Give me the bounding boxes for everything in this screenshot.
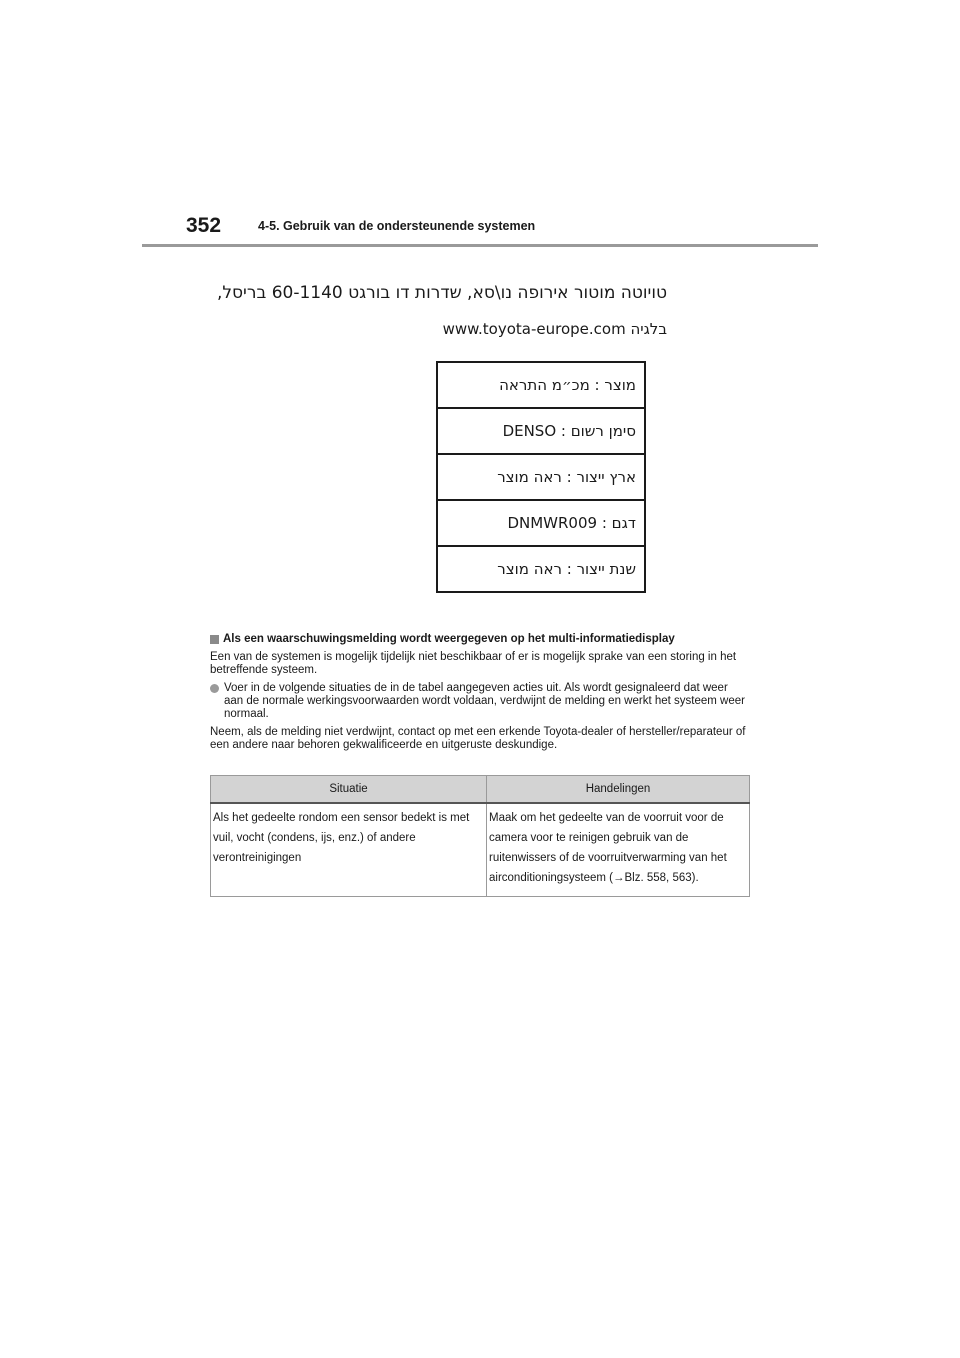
product-label-table xyxy=(436,361,646,593)
label-row-trademark: סימן רשום : DENSO xyxy=(438,407,644,453)
body-content xyxy=(210,633,750,757)
table-header-row xyxy=(211,776,750,804)
warning-subheading xyxy=(210,633,750,646)
intro-paragraph: Een van de systemen is mogelijk tijdelijk niet beschikbaar of er is mogelijk sprake van een storing in het betreffende systeem. xyxy=(210,651,737,676)
section-title: 4-5. Gebruik van de ondersteunende systemen xyxy=(258,219,536,233)
label-row-model: דגם : DNMWR009 xyxy=(438,499,644,545)
label-website-line: בלגיה www.toyota-europe.com xyxy=(442,320,667,338)
label-row-country: ארץ ייצור : ראה מוצר xyxy=(438,453,644,499)
header-situation: Situatie xyxy=(211,776,487,804)
header-rule xyxy=(142,244,818,247)
contact-paragraph: Neem, als de melding niet verdwijnt, contact op met een erkende Toyota-dealer of hersteller/reparateur of een andere naar behoren gekwalificeerde en uitgeruste deskundige. xyxy=(210,726,746,751)
square-bullet-icon xyxy=(210,635,219,644)
header-actions: Handelingen xyxy=(487,776,750,804)
label-address-line: טויוטה מוטור אירופה נו\סא, שדרות דו בורגט 60-1140 בריסל, xyxy=(216,283,667,303)
bullet-paragraph xyxy=(210,682,750,721)
label-row-year: שנת ייצור : ראה מוצר xyxy=(438,545,644,591)
cell-situation: Als het gedeelte rondom een sensor bedekt is met vuil, vocht (condens, ijs, enz.) of andere verontreinigingen xyxy=(211,803,487,897)
page-number: 352 xyxy=(186,214,222,237)
cell-action: Maak om het gedeelte van de voorruit voor de camera voor te reinigen gebruik van de ruitenwissers of de voorruitverwarming van het airconditioningsysteem (→Blz. 558, 563). xyxy=(487,803,750,897)
situation-table xyxy=(210,775,750,897)
subheading-text: Als een waarschuwingsmelding wordt weergegeven op het multi-informatiedisplay xyxy=(223,633,675,645)
circle-bullet-icon xyxy=(210,684,219,693)
table-row xyxy=(211,803,750,897)
label-row-product: מוצר : מכ״מ התראה xyxy=(499,376,636,394)
bullet-text: Voer in de volgende situaties de in de tabel aangegeven acties uit. Als wordt gesignaleerd dat weer aan de normale werkingsvoorwaarden wordt voldaan, verdwijnt de melding en werkt het systeem weer normaal. xyxy=(224,682,745,720)
